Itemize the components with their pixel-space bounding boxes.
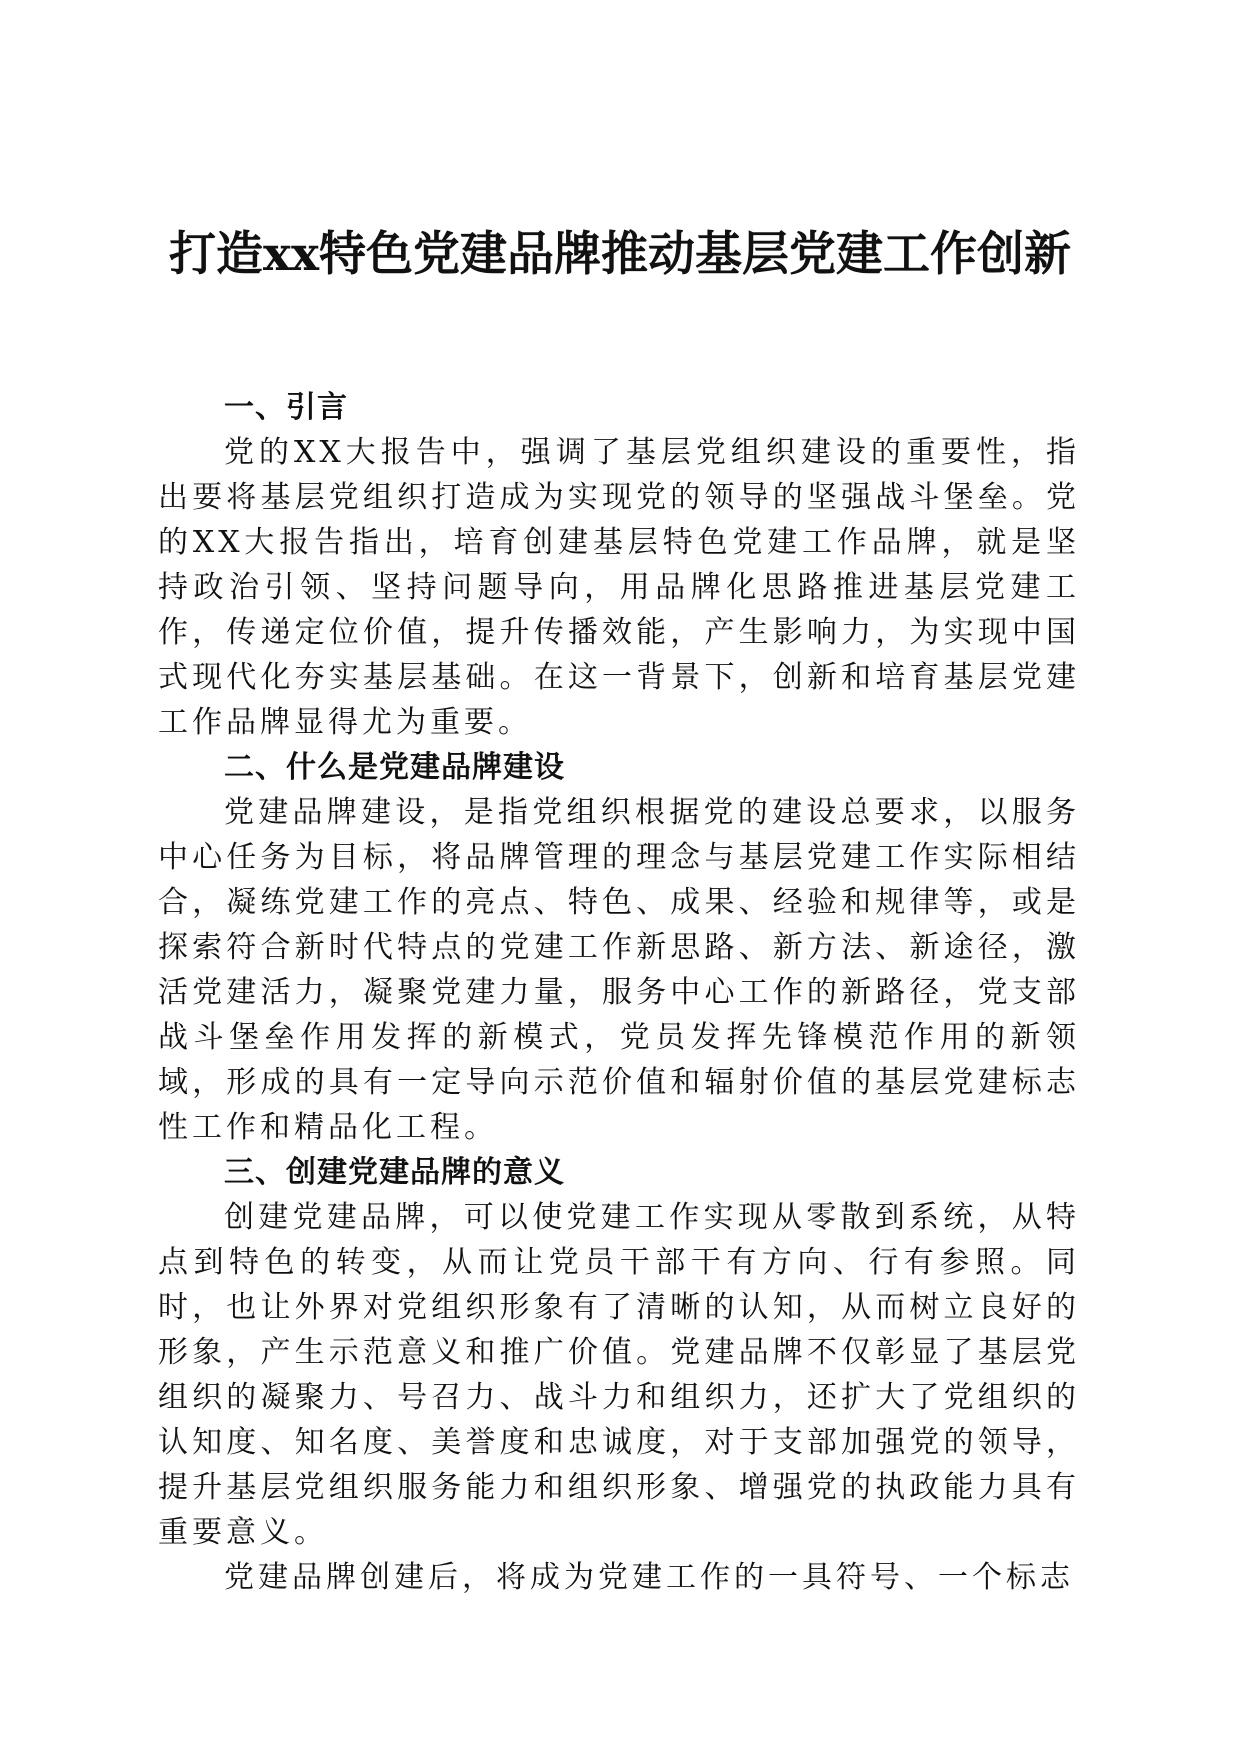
section-introduction (158, 385, 1080, 745)
document-title: 打造xx特色党建品牌推动基层党建工作创新 (168, 227, 1072, 282)
section-brand-building-definition (158, 745, 1080, 1150)
section-heading: 一、引言 (224, 390, 348, 425)
section-heading: 三、创建党建品牌的意义 (224, 1155, 565, 1190)
body-paragraph: 党建品牌创建后，将成为党建工作的一具符号、一个标志 (224, 1560, 1074, 1595)
body-paragraph: 党的XX大报告中，强调了基层党组织建设的重要性，指出要将基层党组织打造成为实现党的领导的坚强战斗堡垒。党的XX大报告指出，培育创建基层特色党建工作品牌，就是坚持政治引领、坚持问题导向，用品牌化思路推进基层党建工作，传递定位价值，提升传播效能，产生影响力，为实现中国式现代化夯实基层基础。在这一背景下，创新和培育基层党建工作品牌显得尤为重要。 (158, 435, 1080, 740)
document-body (158, 385, 1080, 1600)
body-paragraph: 创建党建品牌，可以使党建工作实现从零散到系统，从特点到特色的转变，从而让党员干部干有方向、行有参照。同时，也让外界对党组织形象有了清晰的认知，从而树立良好的形象，产生示范意义和推广价值。党建品牌不仅彰显了基层党组织的凝聚力、号召力、战斗力和组织力，还扩大了党组织的认知度、知名度、美誉度和忠诚度，对于支部加强党的领导，提升基层党组织服务能力和组织形象、增强党的执政能力具有重要意义。 (158, 1200, 1080, 1550)
body-paragraph: 党建品牌建设，是指党组织根据党的建设总要求，以服务中心任务为目标，将品牌管理的理念与基层党建工作实际相结合，凝练党建工作的亮点、特色、成果、经验和规律等，或是探索符合新时代特点的党建工作新思路、新方法、新途径，激活党建活力，凝聚党建力量，服务中心工作的新路径，党支部战斗堡垒作用发挥的新模式，党员发挥先锋模范作用的新领域，形成的具有一定导向示范价值和辐射价值的基层党建标志性工作和精品化工程。 (158, 795, 1080, 1145)
section-heading: 二、什么是党建品牌建设 (224, 750, 565, 785)
section-brand-significance (158, 1150, 1080, 1600)
